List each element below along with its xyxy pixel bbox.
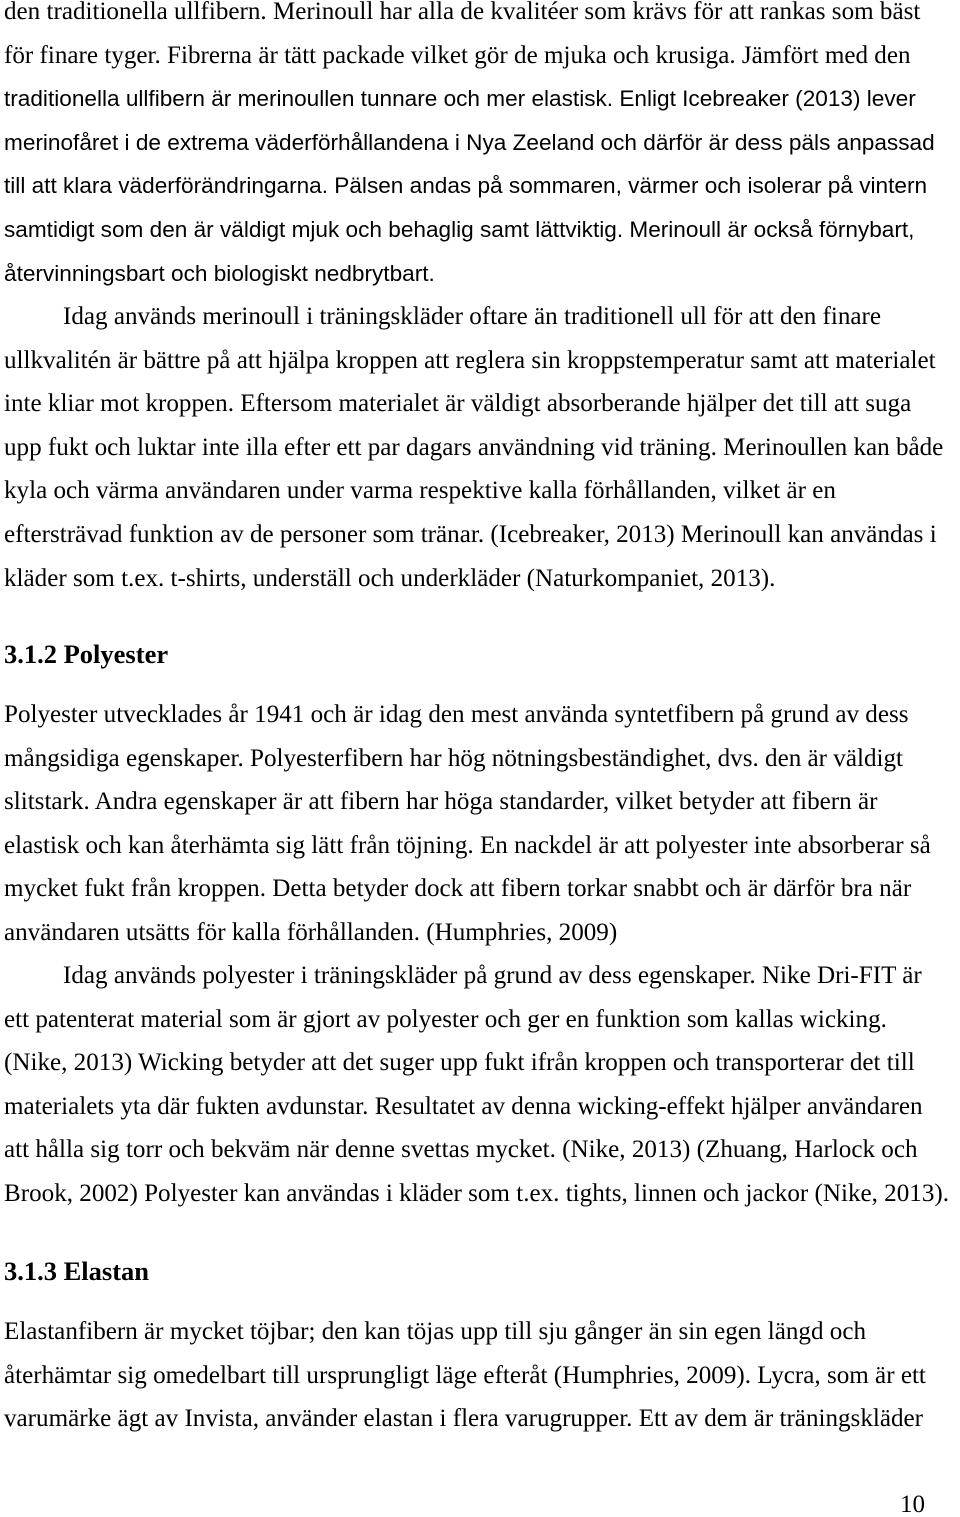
paragraph-line: elastisk och kan återhämta sig lätt från töjning. En nackdel är att polyester inte absorberar så [4, 831, 931, 859]
paragraph-merinoull-continued [4, 0, 956, 295]
paragraph-line: mångsidiga egenskaper. Polyesterfibern har hög nötningsbeständighet, dvs. den är väldigt [4, 744, 903, 772]
paragraph-line: upp fukt och luktar inte illa efter ett par dagars användning vid träning. Merinoullen kan både [4, 433, 944, 461]
paragraph-line: (Nike, 2013) Wicking betyder att det suger upp fukt ifrån kroppen och transporterar det till [4, 1049, 915, 1077]
paragraph-line: Brook, 2002) Polyester kan användas i kläder som t.ex. tights, linnen och jackor (Nike, 2013). [4, 1179, 949, 1207]
paragraph-line: kyla och värma användaren under varma respektive kalla förhållanden, vilket är en [4, 477, 836, 505]
paragraph-line: Elastanfibern är mycket töjbar; den kan töjas upp till sju gånger än sin egen längd och [4, 1318, 866, 1345]
paragraph-line: Idag används polyester i träningskläder på grund av dess egenskaper. Nike Dri-FIT är [63, 962, 922, 989]
page-number: 10 [900, 1491, 925, 1517]
paragraph-line: materialets yta där fukten avdunstar. Resultatet av denna wicking-effekt hjälper användaren [4, 1092, 923, 1120]
paragraph-line: återvinningsbart och biologiskt nedbrytbart. [4, 260, 435, 286]
paragraph-line: kläder som t.ex. t-shirts, underställ och underkläder (Naturkompaniet, 2013). [4, 564, 776, 592]
paragraph-line: till att klara väderförändringarna. Pälsen andas på sommaren, värmer och isolerar på vintern [4, 173, 928, 199]
paragraph-line: eftersträvad funktion av de personer som tränar. (Icebreaker, 2013) Merinoull kan användas i [4, 520, 937, 548]
paragraph-line: Polyester utvecklades år 1941 och är idag den mest använda syntetfibern på grund av dess [4, 701, 909, 728]
paragraph-line: ett patenterat material som är gjort av polyester och ger en funktion som kallas wicking. [4, 1005, 887, 1033]
paragraph-line: den traditionella ullfibern. Merinoull har alla de kvalitéer som krävs för att rankas som bäst [4, 0, 921, 25]
paragraph-line: återhämtar sig omedelbart till ursprungligt läge efteråt (Humphries, 2009). Lycra, som är ett [4, 1361, 926, 1389]
section-heading-elastan: 3.1.3 Elastan [4, 1256, 150, 1286]
paragraph-line: samtidigt som den är väldigt mjuk och behaglig samt lättviktig. Merinoull är också förnybart, [4, 216, 915, 242]
paragraph-line: varumärke ägt av Invista, använder elastan i flera varugrupper. Ett av dem är träningskläder [4, 1405, 924, 1433]
paragraph-merinoull-training [4, 295, 956, 600]
paragraph-line: att hålla sig torr och bekväm när denne svettas mycket. (Nike, 2013) (Zhuang, Harlock och [4, 1136, 918, 1164]
paragraph-line: inte kliar mot kroppen. Eftersom materialet är väldigt absorberande hjälper det till att suga [4, 390, 912, 418]
paragraph-polyester-training [4, 954, 956, 1216]
paragraph-line: mycket fukt från kroppen. Detta betyder dock att fibern torkar snabbt och är därför bra när [4, 875, 912, 903]
paragraph-elastan-intro [4, 1310, 956, 1441]
paragraph-line: traditionella ullfibern är merinoullen tunnare och mer elastisk. Enligt Icebreaker (2013) lever [4, 86, 916, 112]
paragraph-line: ullkvalitén är bättre på att hjälpa kroppen att reglera sin kroppstemperatur samt att materialet [4, 346, 936, 374]
paragraph-line: användaren utsätts för kalla förhållanden. (Humphries, 2009) [4, 918, 618, 946]
paragraph-line: Idag används merinoull i träningskläder oftare än traditionell ull för att den finare [63, 303, 882, 330]
paragraph-line: merinofåret i de extrema väderförhållandena i Nya Zeeland och därför är dess päls anpassad [4, 129, 935, 155]
paragraph-polyester-intro [4, 693, 956, 955]
paragraph-line: för finare tyger. Fibrerna är tätt packade vilket gör de mjuka och krusiga. Jämfört med den [4, 41, 911, 69]
paragraph-line: slitstark. Andra egenskaper är att fibern har höga standarder, vilket betyder att fibern är [4, 788, 878, 816]
section-heading-polyester: 3.1.2 Polyester [4, 639, 169, 669]
